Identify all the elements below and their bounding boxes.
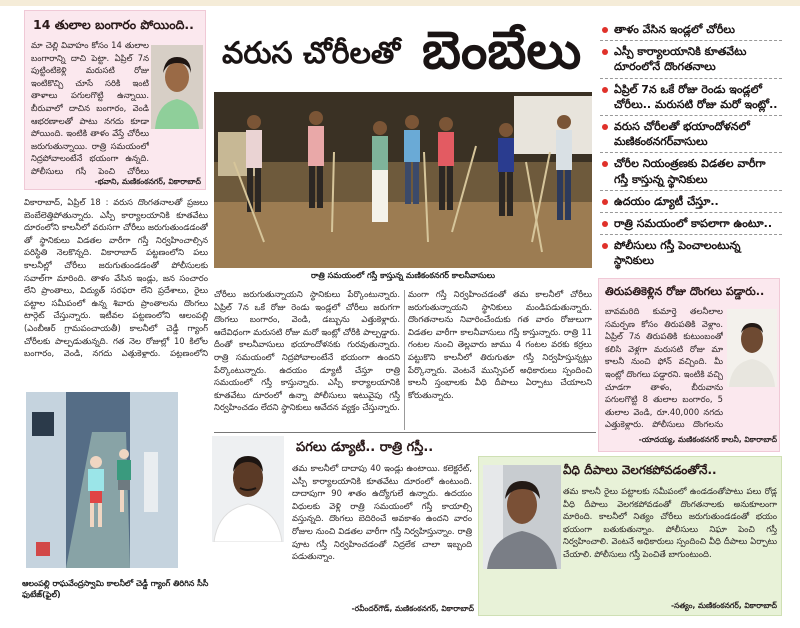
- box-thieves-byline: -యాదయ్య, మణికంఠనగర్ కాలనీ, వికారాబాద్: [638, 435, 777, 444]
- cctv-photo: [26, 392, 178, 568]
- box-patrol-title: పగలు డ్యూటీ.. రాత్రి గస్తీ..: [296, 440, 434, 455]
- article-col-3: మంగా గస్తీ నిర్వహించడంతో తమ కాలనీలో చోరీలు జరుగుతున్నాయని స్థానికులు మండిపడుతున్నారు. దొంగతనాలను నివారించేందుకు గత వారం రోజులుగా విడతల వారీగా కాలనీవాసులు గస్తీ కాస్తున్నారు. రాత్రి 11 గంటల నుంచి తెల్లవారు జాము 4 గంటల వరకు కర్రలు పట్టుకొని కాలనీలో తిరుగుతూ గస్తీ నిర్వహిస్తున్నట్లు పేర్కొన్నారు. వెంటనే మున్సిపల్ అధికారులు స్పందించి కాలనీ స్తంభాలకు వీధి దీపాలు ఏర్పాటు చేయాలని కోరుతున్నారు.: [408, 289, 592, 400]
- cctv-caption: ఆలంపల్లి రాఘవేంద్రస్వామి కాలనీలో చెడ్డీ గ్యాంగ్ తిరిగిన సీసీ ఫుటేజ్(ఫైల్): [22, 579, 209, 599]
- box-patrol-byline: -రవీందర్‌గౌడ్, మణికంఠనగర్, వికారాబాద్: [351, 604, 474, 613]
- box-patrol-body: తమ కాలనీలో దాదాపు 40 ఇండ్లు ఉంటాయి. కలెక్టరేట్, ఎస్పీ కార్యాలయానికి కూతవేటు దూరంలో ఉంటుంది. దాదాపుగా 90 శాతం ఉద్యోగులే ఉన్నారు. ఉదయం విధులకు వెళ్లి రాత్రి సమయంలో గస్తీ కాయాల్సి వస్తున్నది. దొంగలు బెదిరించే అవకాశం ఉందని వారం రోజుల నుంచి విడతల వారీగా గస్తీ నిర్వహిస్తున్నాం. రాత్రి పూట గస్తీ నిర్వహించడంతో నిద్రలేక చాలా ఇబ్బంది పడుతున్నాం.: [292, 463, 472, 562]
- highlight-item: పోలీసులు గస్తీ పెంచాలంటున్న స్థానికులు: [600, 238, 782, 271]
- portrait-yadaiah: [727, 309, 777, 387]
- column-divider: [404, 290, 405, 430]
- section-divider: [214, 432, 596, 433]
- box-gold: [24, 10, 206, 190]
- highlight-item: తాళం వేసిన ఇండ్లలో చోరీలు: [600, 22, 782, 41]
- highlight-item: చోరీల నియంత్రణకు విడతల వారీగా గస్తీ కాస్తున్న స్థానికులు: [600, 156, 782, 190]
- box-lights-byline: -సత్యం, మణికంఠనగర్, వికారాబాద్: [670, 601, 777, 610]
- box-gold-byline: -భవాని, మణికంఠనగర్, వికారాబాద్: [94, 177, 201, 186]
- highlight-item: రాత్రి సమయంలో కాపలాగా ఉంటూ..: [600, 216, 782, 235]
- article-col-1: వికారాబాద్, ఏప్రిల్ 18 : వరుస దొంగతనాలతో ప్రజలు బెంబేలెత్తిపోతున్నారు. ఎస్పీ కార్యాలయానికి కూతవేటు దూరంలోని కాలనీలో వరుసగా చోరీలు జరుగుతుండడంతో తో స్థానికులు విడతల వారీగా గస్తీ నిర్వహించాల్సిన పరిస్థితి నెలకొన్నది. వికారాబాద్ పట్టణంలోని పలు కాలనీల్లో చోరీలు జరుగుతుండడంతో పోలీసులకు సవాల్‌గా మారింది. తాళం వేసిన ఇండ్లు, జన సంచారం లేని ప్రాంతాలు, విద్యుత్ సరఫరా లేని ప్రదేశాలు, రైలు పట్టాల సమీపంలో ఉన్న శివారు ప్రాంతాలను దొంగలు టార్గెట్ చేస్తున్నారు. ఇటీవల పట్టణంలోని ఆలంపల్లి (ఎంబీఆర్ గ్రామపంచాయతీ) కాలనీలో చెడ్డీ గ్యాంగ్ చోరీలకు పాల్పడుతున్నది. గత నెల రోజుల్లో 10 కిలోల బంగారం, వెండి, నగదు ఎత్తుకెళ్లారు. పట్టణంలోని: [24, 197, 208, 358]
- top-strip: [0, 0, 800, 6]
- highlights-list: [600, 22, 782, 275]
- box-thieves: [598, 278, 780, 452]
- box-thieves-body: బావమరిది కుమార్తె తలనీలాల సమర్పణ కోసం తిరుపతికి వెళ్లాం. ఏప్రిల్ 7న తిరుపతికి కుటుంబంతో కలిసి వెళ్లగా మరుసటి రోజు మా కాలనీ నుంచి ఫోన్ వచ్చింది. మీ ఇంట్లో దొంగలు పడ్డారని. ఇంటికి వచ్చి చూడగా తాళం, బీరువాను పగులగొట్టి 8 తులాల బంగారం, 5 తులాల వెండి, రూ.40,000 నగదు ఎత్తుకెళ్లారు. పోలీసులు దొంగలను: [605, 306, 723, 430]
- main-photo: [214, 92, 592, 268]
- box-thieves-title: తిరుపతికెళ్లిన రోజు దొంగలు పడ్డారు..: [605, 285, 765, 298]
- article-col-2: చోరీలు జరుగుతున్నాయని స్థానికులు పేర్కొంటున్నారు. ఏప్రిల్ 7న ఒకే రోజు రెండు ఇండ్లలో చోరీలు జరుగగా దొంగలు బంగారం, వెండి, డబ్బును ఎత్తుకెళ్లారు. ఆదేవిధంగా మరుసటి రోజు మరో ఇంట్లో చోరీకి పాల్పడ్డారు. దీంతో కాలనీవాసులు భయాందోళనకు గురవుతున్నారు. రాత్రి సమయంలో నిద్రపోవాలంటేనే భయంగా ఉందని పేర్కొంటున్నారు. ఉదయం డ్యూటీ చేస్తూ రాత్రి సమయంలో గస్తీ కాస్తున్నారు. ఎస్పీ కార్యాలయానికి కూతవేటు దూరంలో ఉన్నా పోలీసులు ఇటువైపు గస్తీ నిర్వహించడం లేదని స్థానికులు ఆవేదన వ్యక్తం చేస్తున్నారు.: [214, 289, 400, 413]
- box-gold-title: 14 తులాల బంగారం పోయింది..: [33, 17, 194, 32]
- highlight-item: ఉదయం డ్యూటీ చేస్తూ..: [600, 194, 782, 213]
- headline-part2: బెంబేలు: [422, 20, 582, 81]
- headline: [222, 22, 594, 86]
- main-photo-caption: రాత్రి సమయంలో గస్తీ కాస్తున్న మణికంఠనగర్ కాలనీవాసులు: [311, 271, 495, 280]
- box-lights-title: వీధి దీపాలు వెలగకపోవడంతోనే..: [563, 463, 717, 477]
- headline-part1: వరుస చోరీలతో: [222, 36, 401, 71]
- box-lights: [478, 456, 782, 616]
- highlight-item: ఏప్రిల్ 7న ఒకే రోజు రెండు ఇండ్లలో చోరీలు.. మరుసటి రోజు మరో ఇంట్లో..: [600, 82, 782, 116]
- highlight-item: వరుస చోరీలతో భయాందోళనలో మణికంఠనగర్‌వాసులు: [600, 119, 782, 153]
- box-gold-body: మా చెల్లి వివాహం కోసం 14 తులాల బంగారాన్ని దాచి పెట్టా. ఏప్రిల్ 7న పుట్టింటికెళ్లి మరుసటి రోజు ఇంటికొచ్చి చూసే సరికి ఇంటి తాళాలు పగులగొట్టి ఉన్నాయి. బీరువాలో దాచిన బంగారం, వెండి ఆభరణాలతో పాటు నగదు కూడా పోయింది. ఇంటికి తాళం వేస్తే చోరీలు జరుగుతున్నాయి. రాత్రి సమయంలో నిద్రపోవాలంటేనే భయంగా ఉన్నది. పోలీసులు గస్తీ పెంచి చోరీలు: [31, 40, 149, 175]
- portrait-ravindergoud: [212, 436, 284, 542]
- highlight-item: ఎస్పీ కార్యాలయానికి కూతవేటు దూరంలోనే దొంగతనాలు: [600, 44, 782, 78]
- box-lights-body: తమ కాలనీ రైలు పట్టాలకు సమీపంలో ఉండడంతోపాటు పలు రోడ్ల వీధి దీపాలు వెలగకపోవడంతో దొంగతనాలకు అనుకూలంగా మారింది. కాలనీలో నిత్యం చోరీలు జరుగుతుండడంతో భయం భయంగా బతుకుతున్నాం. పోలీసులు నిఘా పెంచి గస్తీ నిర్వహించాలి. వెంటనే అధికారులు స్పందించి వీధి దీపాలు ఏర్పాటు చేయాలి. పోలీసులు గస్తీ పెంచితే బాగుంటుంది.: [563, 486, 777, 559]
- portrait-satyam: [483, 465, 561, 569]
- portrait-bhavani: [151, 45, 203, 129]
